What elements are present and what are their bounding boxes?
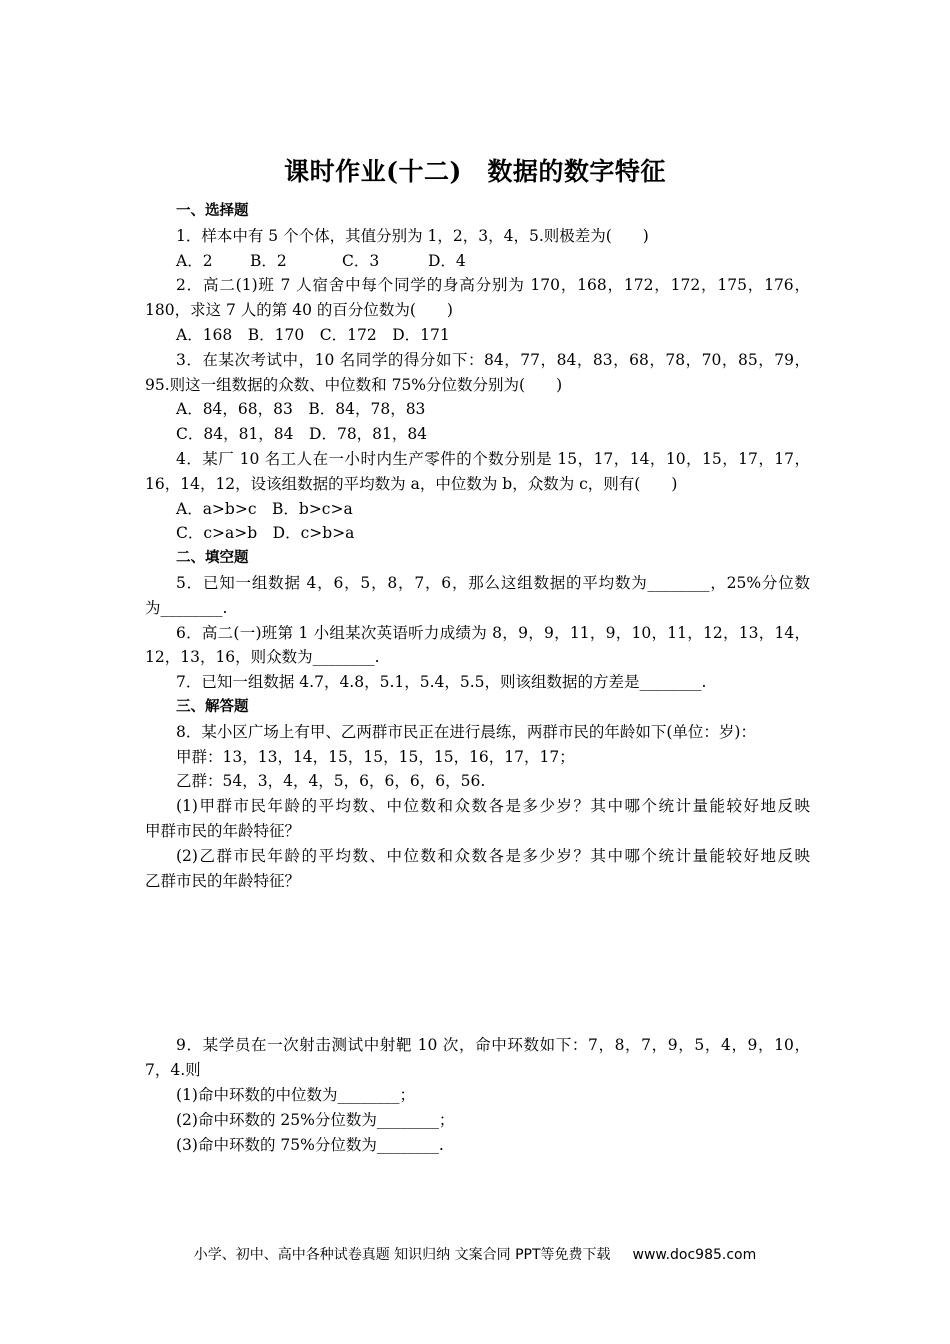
question-4-stem-line1: 4．某厂 10 名工人在一小时内生产零件的个数分别是 15，17，14，10，15，17，17， [176, 449, 810, 468]
question-7: 7．已知一组数据 4.7，4.8，5.1，5.4，5.5，则该组数据的方差是________. [176, 673, 707, 692]
question-2-stem-line2: 180，求这 7 人的第 40 的百分位数为( ) [145, 301, 453, 320]
page-title: 课时作业(十二) 数据的数字特征 [284, 157, 666, 186]
question-9-line1: 9．某学员在一次射击测试中射靶 10 次，命中环数如下：7，8，7，9，5，4，9，10， [176, 1036, 810, 1055]
question-3-options-ab: A．84，68，83 B．84，78，83 [176, 400, 426, 419]
q1-option-d: D．4 [428, 251, 466, 270]
question-8-part1-line2: 甲群市民的年龄特征？ [145, 821, 301, 840]
answer-space [145, 893, 810, 1033]
question-8-part2-line1: (2)乙群市民年龄的平均数、中位数和众数各是多少岁？其中哪个统计量能较好地反映 [176, 846, 810, 865]
q1-option-b: B．2 [250, 251, 287, 270]
section-heading-choice: 一、选择题 [176, 203, 249, 219]
question-3-stem-line1: 3．在某次考试中，10 名同学的得分如下：84，77，84，83，68，78，70，85，79， [176, 350, 810, 369]
question-1-stem: 1．样本中有 5 个个体，其值分别为 1，2，3，4，5.则极差为( ) [176, 226, 649, 245]
question-5-line1: 5．已知一组数据 4，6，5，8，7，6，那么这组数据的平均数为________，25%分位数 [176, 573, 810, 592]
question-6-line1: 6．高二(一)班第 1 小组某次英语听力成绩为 8，9，9，11，9，10，11，12，13，14， [176, 623, 810, 642]
footer-site-link[interactable]: www.doc985.com [632, 1247, 757, 1263]
question-3-stem-line2: 95.则这一组数据的众数、中位数和 75%分位数分别为( ) [145, 375, 563, 394]
section-heading-answer: 三、解答题 [176, 698, 249, 715]
question-4-options-cd: C．c>a>b D．c>b>a [176, 524, 355, 543]
question-9-part3: (3)命中环数的 75%分位数为________. [176, 1135, 444, 1154]
page-footer [0, 1244, 950, 1264]
question-8-part1-line1: (1)甲群市民年龄的平均数、中位数和众数各是多少岁？其中哪个统计量能较好地反映 [176, 797, 810, 816]
exercise-content [145, 199, 810, 1157]
question-9-part2: (2)命中环数的 25%分位数为________； [176, 1110, 455, 1129]
section-heading-fill: 二、填空题 [176, 550, 249, 567]
question-3-options-cd: C．84，81，84 D．78，81，84 [176, 425, 428, 444]
question-1-options [145, 249, 810, 274]
footer-text: 小学、初中、高中各种试卷真题 知识归纳 文案合同 PPT等免费下载 [193, 1247, 611, 1263]
question-8-part2-line2: 乙群市民的年龄特征？ [145, 871, 301, 890]
q1-option-c: C．3 [342, 251, 380, 270]
question-8-stem: 8．某小区广场上有甲、乙两群市民正在进行晨练，两群市民的年龄如下(单位：岁)： [176, 722, 756, 741]
question-8-group-jia: 甲群：13，13，14，15，15，15，15，16，17，17； [176, 747, 575, 766]
question-5-line2: 为________. [145, 598, 228, 617]
question-6-line2: 12，13，16，则众数为________. [145, 648, 380, 667]
question-2-options: A．168 B．170 C．172 D．171 [176, 325, 450, 344]
question-4-options-ab: A．a>b>c B．b>c>a [176, 499, 353, 518]
q1-option-a: A．2 [176, 251, 213, 270]
question-4-stem-line2: 16，14，12，设该组数据的平均数为 a，中位数为 b，众数为 c，则有( ) [145, 474, 678, 493]
question-2-stem-line1: 2．高二(1)班 7 人宿舍中每个同学的身高分别为 170，168，172，172，175，176， [176, 276, 810, 295]
question-9-part1: (1)命中环数的中位数为________； [176, 1085, 415, 1104]
question-8-group-yi: 乙群：54，3，4，4，5，6，6，6，6，56. [176, 772, 486, 791]
question-9-line2: 7，4.则 [145, 1061, 201, 1080]
